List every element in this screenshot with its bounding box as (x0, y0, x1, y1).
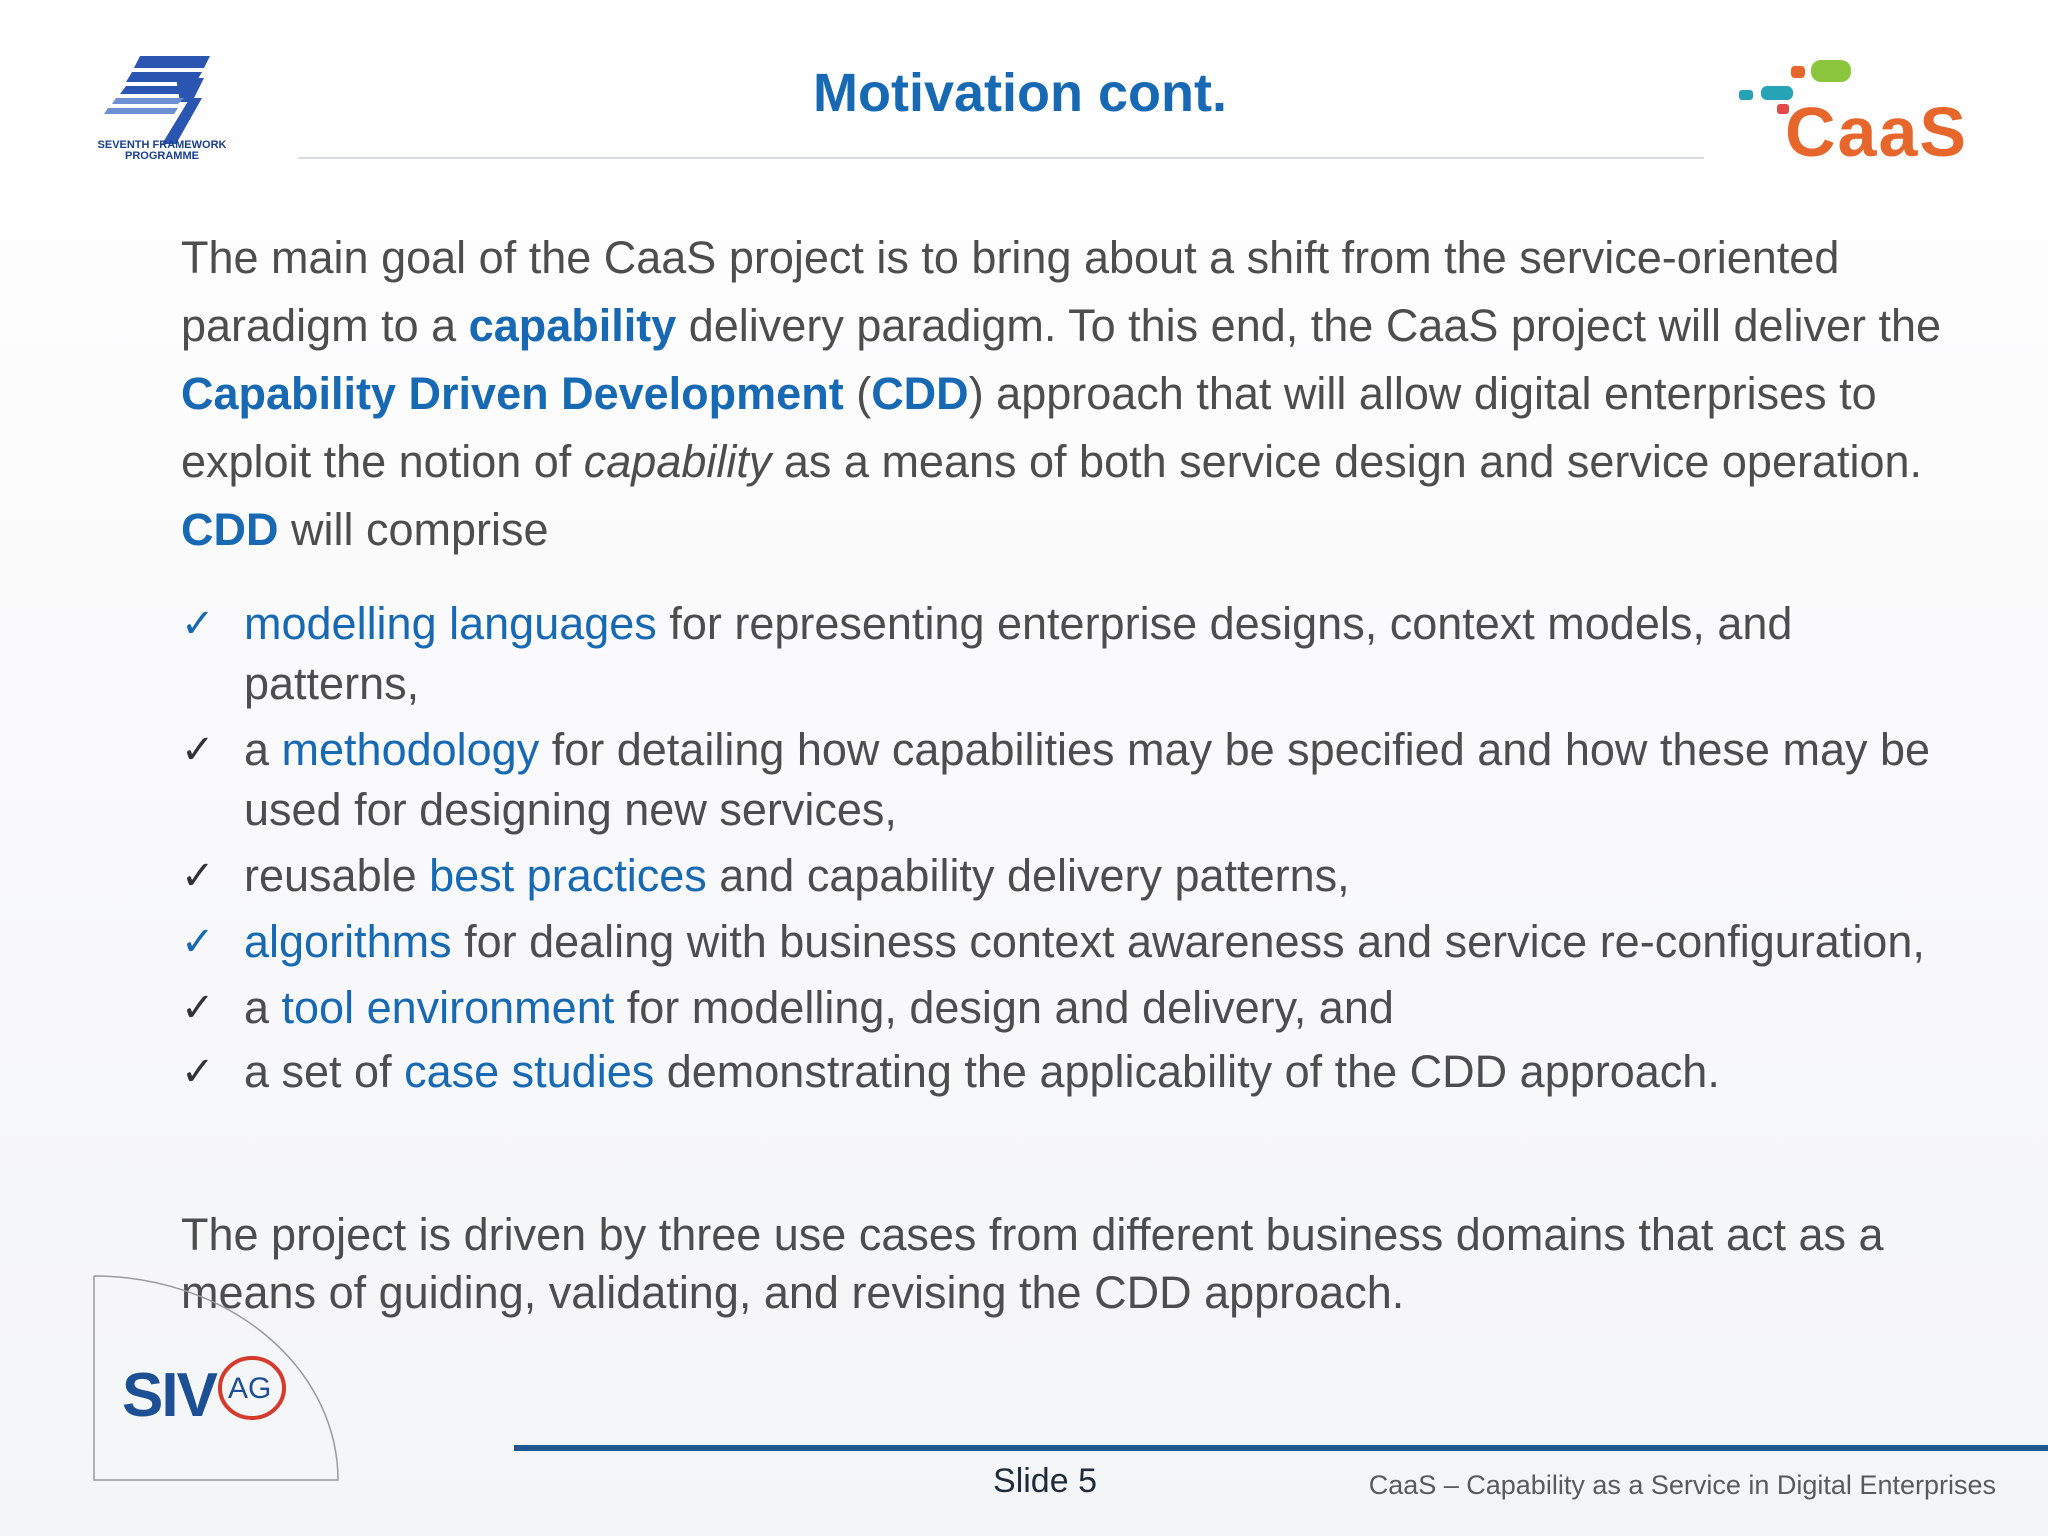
intro-text-1: The main goal of the CaaS project is to bring about a shift from the service-oriented paradigm to a (181, 232, 1840, 351)
cdd-full-keyword: Capability Driven Development (181, 368, 844, 419)
caas-logo-text: CaaS (1785, 93, 1969, 171)
bullet-text: for representing enterprise designs, context models, and patterns, (244, 598, 1793, 709)
intro-text-2: delivery paradigm. To this end, the CaaS project will deliver the (676, 300, 1942, 351)
bullet-keyword: best practices (429, 850, 707, 901)
list-item (181, 978, 1961, 1038)
bullet-prefix: a (244, 724, 282, 775)
list-item (181, 912, 1961, 972)
slide-number: Slide 5 (993, 1462, 1097, 1500)
checkmark-icon: ✓ (181, 853, 215, 899)
bullet-text: for modelling, design and delivery, and (614, 982, 1394, 1033)
footer-project-title: CaaS – Capability as a Service in Digital Enterprises (1368, 1470, 1996, 1500)
cdd-abbr-keyword: CDD (871, 368, 969, 419)
outro-paragraph: The project is driven by three use cases from different business domains that act as a means of guiding, validating, and revising the CDD approach. (181, 1209, 1884, 1318)
cdd-abbr-keyword-2: CDD (181, 504, 279, 555)
bullet-text: for dealing with business context awareness and service re-configuration, (451, 916, 1925, 967)
deliverables-list (181, 594, 1961, 1102)
siv-logo-main-text: SIV (122, 1361, 216, 1430)
fp7-caption (92, 140, 232, 162)
fp7-caption-line2: PROGRAMME (125, 150, 199, 162)
bullet-keyword: algorithms (244, 916, 452, 967)
intro-paragraph (181, 224, 1981, 564)
siv-logo-sup-text: AG (228, 1372, 272, 1405)
capability-italic: capability (583, 436, 772, 487)
capability-keyword: capability (468, 300, 677, 351)
list-item (181, 1042, 1961, 1102)
intro-text-5: as a means of both service design and service operation. (771, 436, 1923, 487)
list-item (181, 594, 1961, 714)
bullet-prefix: a (244, 982, 282, 1033)
checkmark-icon: ✓ (181, 601, 215, 647)
bullet-text: demonstrating the applicability of the CDD approach. (654, 1046, 1720, 1097)
list-item (181, 720, 1961, 840)
bullet-keyword: methodology (281, 724, 540, 775)
bullet-prefix: a set of (244, 1046, 405, 1097)
checkmark-icon: ✓ (181, 919, 215, 965)
intro-text-3: ( (843, 368, 872, 419)
bullet-keyword: tool environment (281, 982, 615, 1033)
slide-title: Motivation cont. (813, 63, 1227, 123)
bullet-text: and capability delivery patterns, (706, 850, 1350, 901)
checkmark-icon: ✓ (181, 1049, 215, 1095)
checkmark-icon: ✓ (181, 727, 215, 773)
fp7-caption-line1: SEVENTH FRAMEWORK (97, 139, 227, 151)
intro-text-6: will comprise (278, 504, 549, 555)
checkmark-icon: ✓ (181, 985, 215, 1031)
list-item (181, 846, 1961, 906)
bullet-prefix: reusable (244, 850, 430, 901)
bullet-keyword: modelling languages (244, 598, 657, 649)
bullet-text: for detailing how capabilities may be specified and how these may be used for designing new services, (244, 724, 1931, 835)
intro-text-4: ) approach that will allow digital enterprises to exploit the notion of (181, 368, 1877, 487)
title-divider (298, 157, 1704, 159)
footer-divider (514, 1445, 2048, 1451)
siv-ag-logo-icon (118, 1354, 288, 1434)
bullet-keyword: case studies (404, 1046, 655, 1097)
